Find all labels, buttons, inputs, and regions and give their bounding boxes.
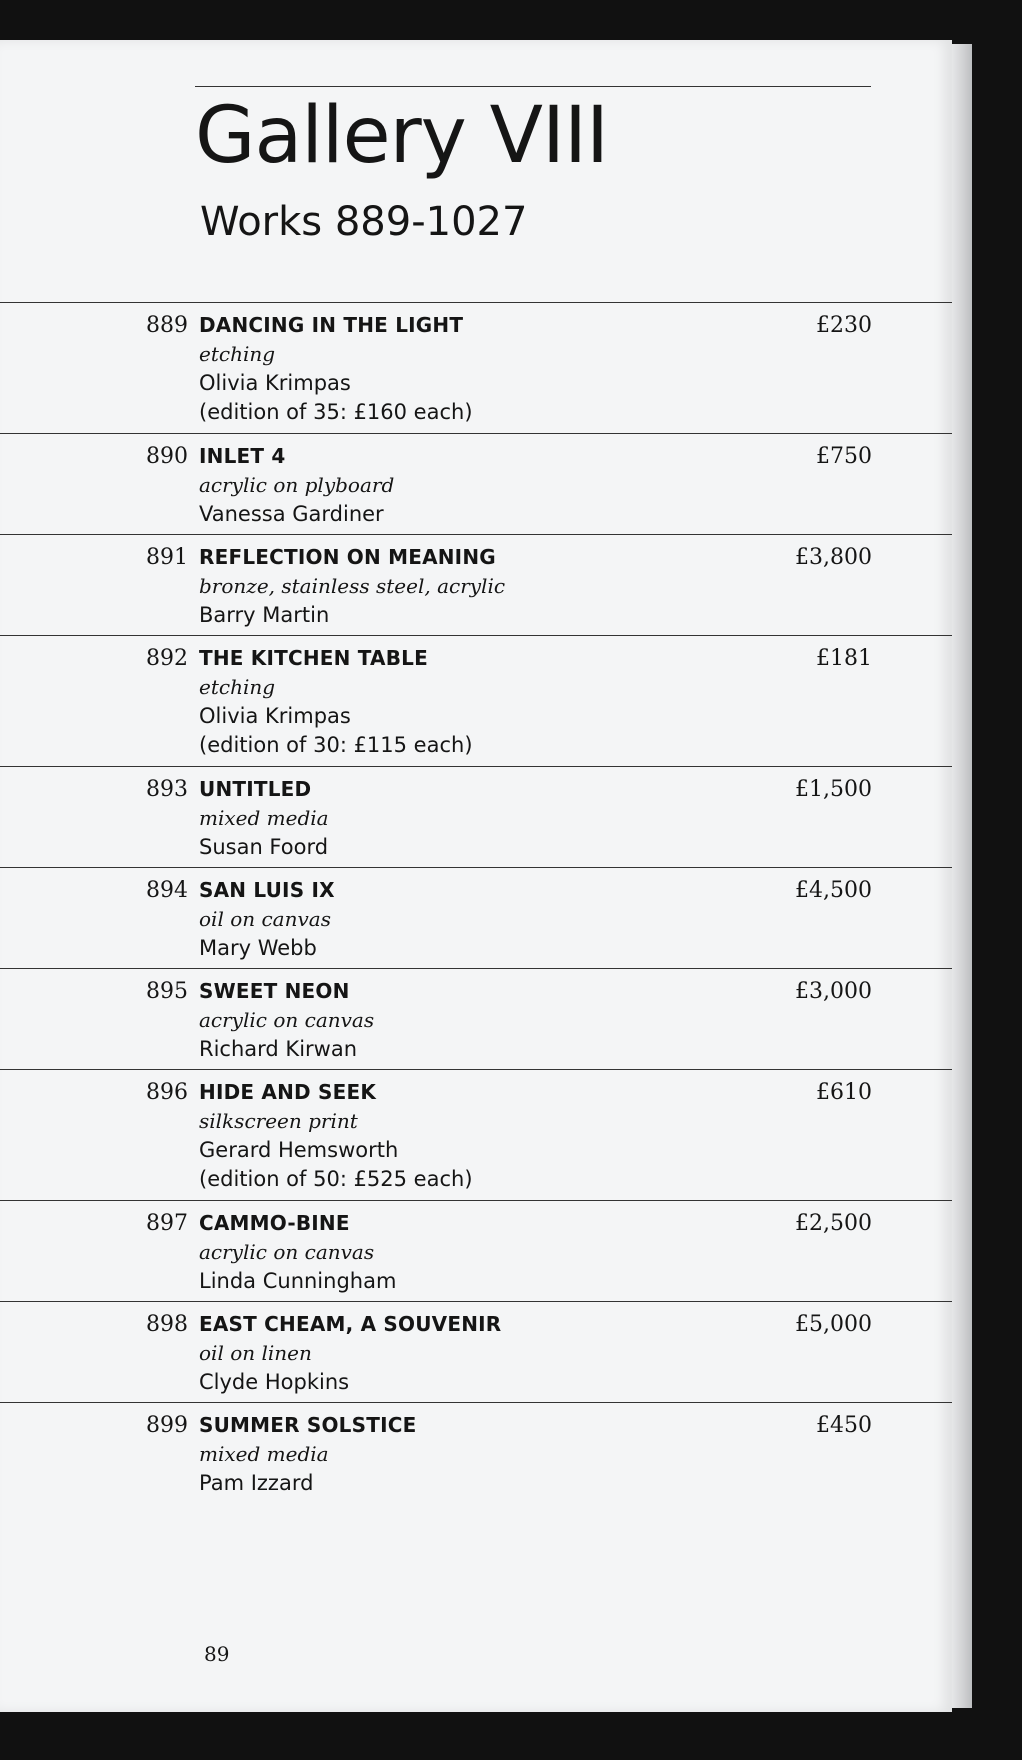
entry-edition: (edition of 50: £525 each) — [199, 1167, 473, 1191]
catalogue-entry — [0, 1301, 952, 1402]
entry-medium: mixed media — [199, 806, 329, 830]
entry-body — [199, 1078, 759, 1194]
entry-number: 890 — [146, 444, 188, 469]
catalogue-entry — [0, 1402, 952, 1503]
entry-title: HIDE AND SEEK — [199, 1080, 377, 1104]
page-title: Gallery VIII — [195, 91, 608, 181]
entry-medium: acrylic on canvas — [199, 1240, 375, 1264]
entry-price: £181 — [816, 646, 872, 671]
catalogue-entry — [0, 867, 952, 968]
entry-number: 899 — [146, 1413, 188, 1438]
entry-price: £450 — [816, 1413, 872, 1438]
entry-medium: acrylic on canvas — [199, 1008, 375, 1032]
entry-number: 893 — [146, 777, 188, 802]
entry-medium: acrylic on plyboard — [199, 473, 395, 497]
entry-medium: silkscreen print — [199, 1109, 358, 1133]
catalogue-entry — [0, 1200, 952, 1301]
entry-number: 896 — [146, 1080, 188, 1105]
entry-title: REFLECTION ON MEANING — [199, 545, 496, 569]
page-number: 89 — [204, 1642, 230, 1666]
entry-title: INLET 4 — [199, 444, 286, 468]
entry-title: UNTITLED — [199, 777, 312, 801]
entry-medium: mixed media — [199, 1442, 329, 1466]
entry-price: £230 — [816, 313, 872, 338]
entry-title: CAMMO-BINE — [199, 1211, 350, 1235]
entry-medium: etching — [199, 342, 276, 366]
entry-artist: Clyde Hopkins — [199, 1370, 350, 1394]
entry-artist: Vanessa Gardiner — [199, 502, 384, 526]
entry-body — [199, 311, 759, 427]
entry-price: £4,500 — [795, 878, 872, 903]
entry-medium: oil on linen — [199, 1341, 312, 1365]
catalogue-entry — [0, 534, 952, 635]
entry-body — [199, 1411, 759, 1498]
entry-edition: (edition of 30: £115 each) — [199, 733, 473, 757]
page-subtitle: Works 889-1027 — [200, 199, 528, 245]
entry-medium: etching — [199, 675, 276, 699]
entry-title: EAST CHEAM, A SOUVENIR — [199, 1312, 502, 1336]
entry-artist: Mary Webb — [199, 936, 317, 960]
catalogue-entry — [0, 968, 952, 1069]
entry-title: SWEET NEON — [199, 979, 350, 1003]
entry-price: £3,800 — [795, 545, 872, 570]
entry-body — [199, 876, 759, 963]
catalogue-entry — [0, 766, 952, 867]
entry-artist: Susan Foord — [199, 835, 329, 859]
entry-price: £610 — [816, 1080, 872, 1105]
entry-artist: Gerard Hemsworth — [199, 1138, 399, 1162]
entry-artist: Pam Izzard — [199, 1471, 314, 1495]
entry-body — [199, 644, 759, 760]
entry-body — [199, 977, 759, 1064]
entry-body — [199, 543, 759, 630]
catalogue-entry — [0, 433, 952, 534]
catalogue-entry — [0, 302, 952, 433]
entry-number: 898 — [146, 1312, 188, 1337]
entry-title: DANCING IN THE LIGHT — [199, 313, 464, 337]
entry-body — [199, 1209, 759, 1296]
entry-body — [199, 1310, 759, 1397]
entry-artist: Linda Cunningham — [199, 1269, 397, 1293]
entry-body — [199, 775, 759, 862]
entry-price: £5,000 — [795, 1312, 872, 1337]
catalogue-entry — [0, 635, 952, 766]
catalogue-entry — [0, 1069, 952, 1200]
catalogue-list — [0, 302, 952, 1503]
entry-title: SAN LUIS IX — [199, 878, 335, 902]
entry-number: 895 — [146, 979, 188, 1004]
entry-number: 891 — [146, 545, 188, 570]
entry-edition: (edition of 35: £160 each) — [199, 400, 473, 424]
entry-body — [199, 442, 759, 529]
page-edge — [952, 44, 972, 1708]
entry-price: £2,500 — [795, 1211, 872, 1236]
entry-artist: Olivia Krimpas — [199, 704, 351, 728]
entry-price: £3,000 — [795, 979, 872, 1004]
entry-number: 894 — [146, 878, 188, 903]
entry-medium: oil on canvas — [199, 907, 331, 931]
entry-number: 889 — [146, 313, 188, 338]
entry-artist: Olivia Krimpas — [199, 371, 351, 395]
entry-number: 897 — [146, 1211, 188, 1236]
entry-price: £750 — [816, 444, 872, 469]
entry-artist: Barry Martin — [199, 603, 330, 627]
entry-artist: Richard Kirwan — [199, 1037, 358, 1061]
entry-price: £1,500 — [795, 777, 872, 802]
entry-title: THE KITCHEN TABLE — [199, 646, 428, 670]
entry-number: 892 — [146, 646, 188, 671]
top-rule — [195, 86, 871, 87]
entry-medium: bronze, stainless steel, acrylic — [199, 574, 506, 598]
entry-title: SUMMER SOLSTICE — [199, 1413, 417, 1437]
